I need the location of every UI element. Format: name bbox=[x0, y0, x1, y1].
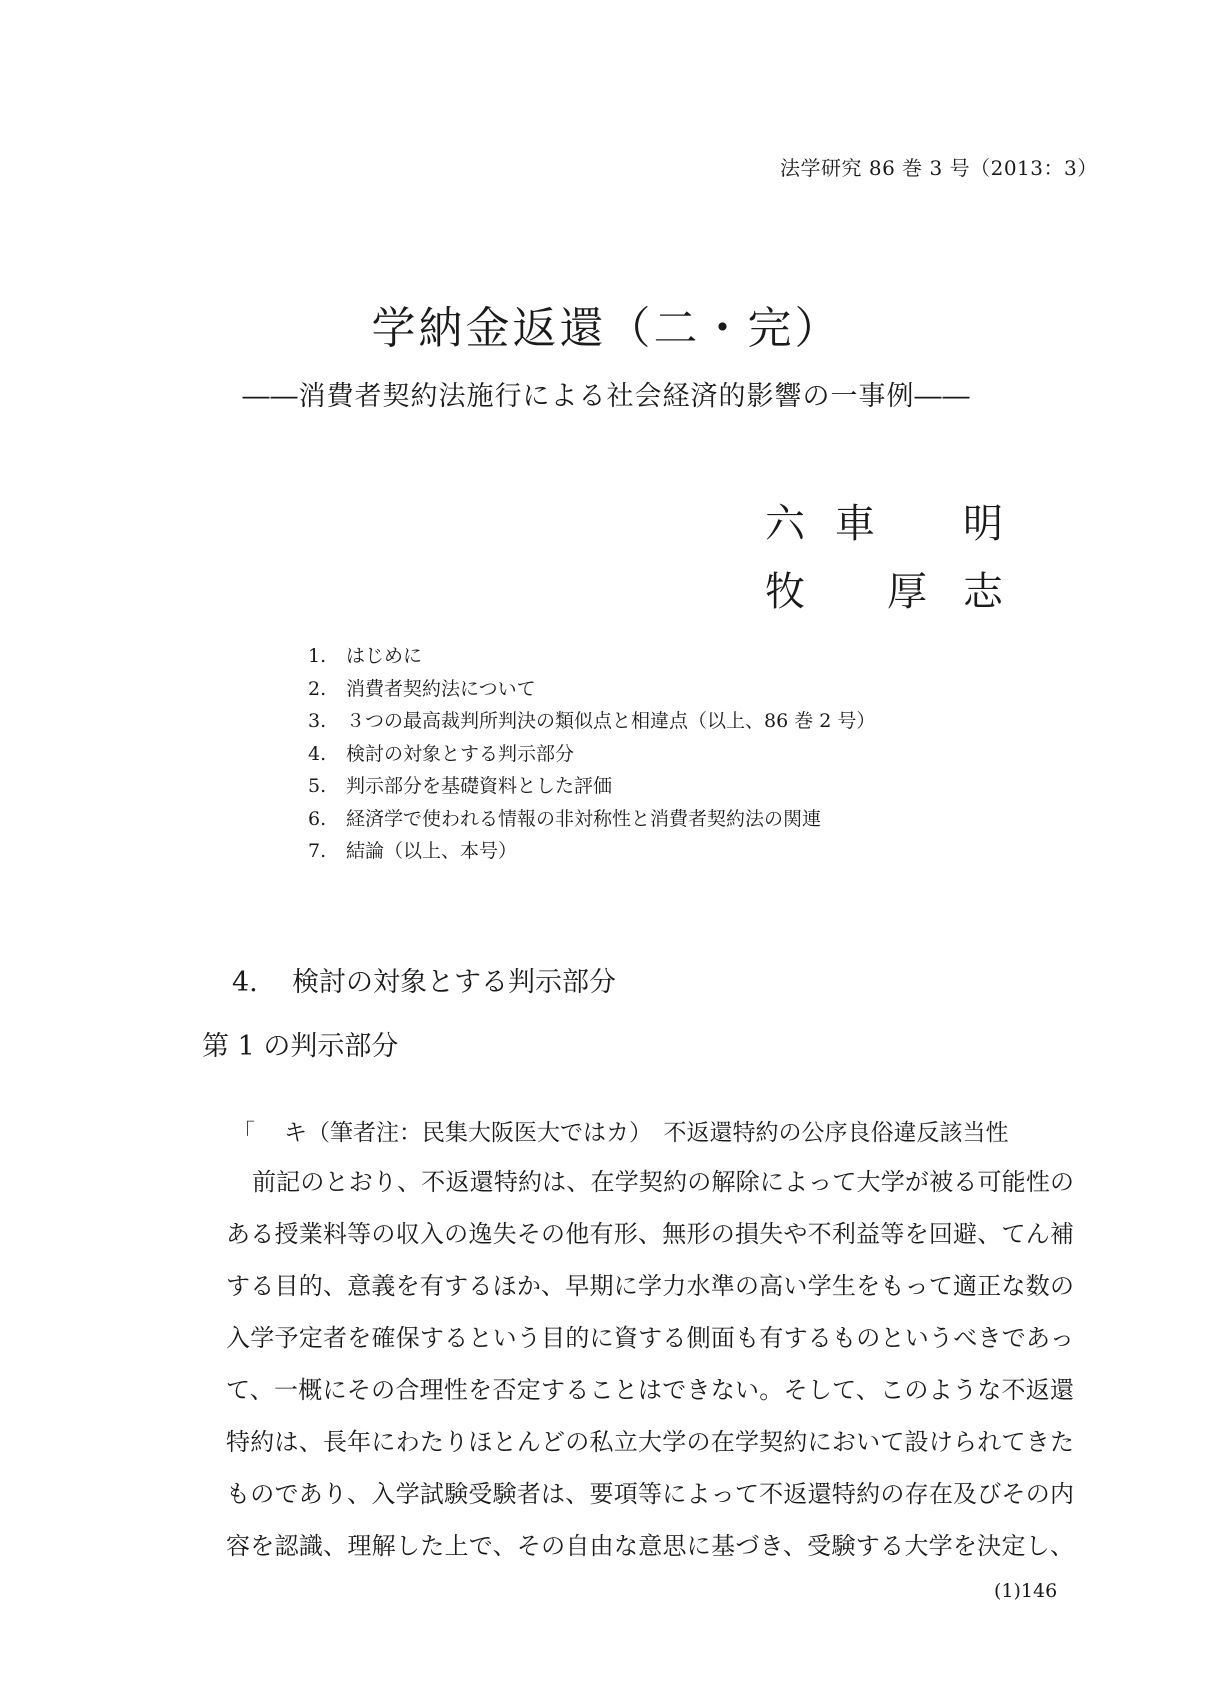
toc-item bbox=[308, 738, 875, 771]
toc-item-number: 4. bbox=[308, 742, 327, 765]
toc-item-text: はじめに bbox=[346, 645, 423, 667]
quote-open-bracket: 「 bbox=[232, 1120, 255, 1146]
toc-item-text: 検討の対象とする判示部分 bbox=[346, 742, 575, 765]
body-line: 特約は、長年にわたりほとんどの私立大学の在学契約において設けられてきた bbox=[226, 1428, 1074, 1456]
author-2-char-1: 牧 bbox=[765, 569, 805, 615]
quote-heading-text: キ（筆者注：民集大阪医大ではカ） 不返還特約の公序良俗違反該当性 bbox=[284, 1120, 1009, 1146]
toc-item-number: 3. bbox=[308, 710, 327, 732]
toc-item-text: 経済学で使われる情報の非対称性と消費者契約法の関連 bbox=[346, 807, 822, 830]
body-line: ものであり、入学試験受験者は、要項等によって不返還特約の存在及びその内 bbox=[226, 1480, 1074, 1508]
subsection-heading: 第 1 の判示部分 bbox=[202, 1031, 399, 1062]
toc-item bbox=[308, 835, 875, 868]
author-2-char-3: 志 bbox=[963, 569, 1003, 615]
author-2 bbox=[765, 560, 1005, 615]
body-line: 容を認識、理解した上で、その自由な意思に基づき、受験する大学を決定し、 bbox=[226, 1532, 1074, 1560]
toc-item bbox=[308, 673, 875, 706]
toc-item-text: 判示部分を基礎資料とした評価 bbox=[346, 775, 613, 797]
author-2-char-2: 厚 bbox=[887, 569, 927, 615]
page-number: (1)146 bbox=[994, 1580, 1058, 1602]
section-heading bbox=[232, 960, 616, 999]
author-1-char-3: 明 bbox=[963, 501, 1003, 547]
article-subtitle: ――消費者契約法施行による社会経済的影響の一事例―― bbox=[242, 381, 971, 412]
article-title: 学納金返還（二・完） bbox=[371, 303, 842, 354]
body-line: する目的、意義を有するほか、早期に学力水準の高い学生をもって適正な数の bbox=[226, 1272, 1074, 1300]
toc-item-number: 2. bbox=[308, 677, 327, 700]
toc-item-number: 5. bbox=[308, 775, 327, 797]
section-number: 4. bbox=[232, 967, 258, 998]
toc-item-text: 結論（以上、本号） bbox=[346, 840, 518, 862]
toc-item-text: ３つの最高裁判所判決の類似点と相違点（以上、86 巻 2 号） bbox=[346, 710, 876, 732]
toc-item-number: 6. bbox=[308, 807, 327, 830]
table-of-contents bbox=[308, 640, 875, 868]
author-1-char-1: 六 bbox=[765, 501, 805, 547]
body-line: 入学予定者を確保するという目的に資する側面も有するものというべきであっ bbox=[226, 1324, 1074, 1352]
quote-heading bbox=[232, 1114, 1009, 1147]
toc-item bbox=[308, 803, 875, 836]
toc-item bbox=[308, 770, 875, 803]
toc-item-number: 1. bbox=[308, 645, 327, 667]
toc-item bbox=[308, 705, 875, 738]
author-1 bbox=[765, 492, 1005, 547]
body-line: て、一概にその合理性を否定することはできない。そして、このような不返還 bbox=[226, 1376, 1074, 1404]
toc-item-number: 7. bbox=[308, 840, 327, 862]
journal-reference: 法学研究 86 巻 3 号（2013：3） bbox=[780, 156, 1098, 180]
toc-item bbox=[308, 640, 875, 673]
section-title: 検討の対象とする判示部分 bbox=[292, 967, 616, 998]
body-line: 前記のとおり、不返還特約は、在学契約の解除によって大学が被る可能性の bbox=[252, 1168, 1074, 1196]
body-line: ある授業料等の収入の逸失その他有形、無形の損失や不利益等を回避、てん補 bbox=[226, 1220, 1074, 1248]
author-1-char-2: 車 bbox=[835, 501, 875, 547]
toc-item-text: 消費者契約法について bbox=[346, 677, 536, 700]
